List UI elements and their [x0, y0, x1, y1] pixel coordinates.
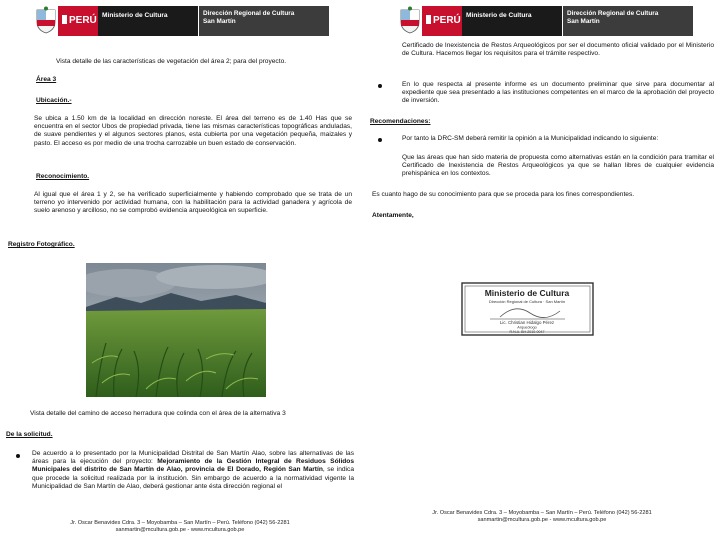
ubicacion-heading: Ubicación.- [36, 97, 72, 104]
bullet-icon [378, 138, 382, 142]
peru-brand: PERÚ [422, 6, 462, 36]
stamp-role: Arqueólogo [517, 325, 537, 330]
bullet-icon [378, 84, 382, 88]
photo-caption-area2: Vista detalle de las características de vegetación del área 2; para del proyecto. [56, 58, 287, 65]
regional-direction-label: Dirección Regional de Cultura San Martín [563, 6, 693, 36]
area3-heading: Área 3 [36, 76, 57, 83]
stamp-registration: R.N.A. BH-2010-0047 [509, 330, 545, 334]
continuation-paragraph: Certificado de Inexistencia de Restos Arqueológicos por ser el documento oficial validado por el Ministerio de Cultura. Hacemos llegar los requisitos para el trámite respectivo. [402, 42, 714, 58]
coat-of-arms-icon [398, 6, 422, 34]
field-photo [86, 263, 266, 397]
reconocimiento-heading: Reconocimiento. [36, 173, 90, 180]
page-footer: Jr. Oscar Benavides Cdra. 3 – Moyobamba – San Martín – Perú. Teléfono (042) 56-2281 sanmartin@mcultura.gob.pe - www.mcultura.gob.pe [70, 520, 290, 533]
recommendation-bullet: Por tanto la DRC-SM deberá remitir la opinión a la Municipalidad indicando lo siguiente: [402, 135, 659, 142]
solicitud-paragraph: De acuerdo a lo presentado por la Municipalidad Distrital de San Martín Alao, sobre las alternativas de las áreas para la ejecución del proyecto: Mejoramiento de la Gestión Integral de Residuos Sólidos Municipales del distrito de San Martín de Alao, provincia de El Dorado, Región San Martín, se indica que procede la solicitud realizada por la institución. Sin embargo de acuerdo a la normatividad vigente la Municipalidad de San Martín de Alao, deberá gestionar ante ésta dirección regional el [32, 450, 354, 490]
document-page-right [362, 0, 720, 540]
stamp-title: Ministerio de Cultura [484, 288, 570, 298]
stamp-subtitle: Dirección Regional de Cultura · San Martín [488, 299, 566, 304]
ministry-label: Ministerio de Cultura [98, 6, 198, 36]
peru-brand: PERÚ [58, 6, 98, 36]
recommendation-paragraph: Que las áreas que han sido materia de propuesta como alternativas están en la condición para tramitar el Certificado de Inexistencia de Restos Arqueológicos ya que se hallan libres de cualquier evidencia prehispánica en los contextos. [402, 154, 714, 178]
ubicacion-paragraph: Se ubica a 1.50 km de la localidad en dirección noreste. El área del terreno es de 1.40 Has que se encuentra en el sector Ubos de propiedad privada, tiene las mismas características topográficas anduladas, de suave pendientes y el algunos sectores planos, esta cubierta por una vegetación pequeña, maizales y pasto. El acceso es por medio de una trocha carrozable un buen estado de conservación. [34, 115, 352, 147]
closing-paragraph: Es cuanto hago de su conocimiento para que se proceda para los fines correspondientes. [372, 191, 635, 198]
atentamente-label: Atentamente, [372, 212, 414, 219]
bullet-icon [16, 454, 20, 458]
registro-fotografico-heading: Registro Fotográfico. [8, 241, 75, 248]
stamp-name: Lic. Christian Hidalgo Pérez [499, 320, 555, 325]
regional-direction-label: Dirección Regional de Cultura San Martín [199, 6, 329, 36]
photo-caption-access-road: Vista detalle del camino de acceso herradura que colinda con el área de la alternativa 3 [30, 410, 286, 417]
page-footer: Jr. Oscar Benavides Cdra. 3 – Moyobamba – San Martín – Perú. Teléfono (042) 56-2281 sanmartin@mcultura.gob.pe - www.mcultura.gob.pe [432, 510, 652, 523]
page-header [34, 6, 334, 36]
page-header [398, 6, 698, 36]
ministry-label: Ministerio de Cultura [462, 6, 562, 36]
coat-of-arms-icon [34, 6, 58, 34]
reconocimiento-paragraph: Al igual que el área 1 y 2, se ha verificado superficialmente y habiendo comprobado que se trata de un terreno yo intervenido por actividad humana, con la habilitación para la actividad ganadera y agrícola de suelo arenoso y arcilloso, no se comprobó evidencia arqueológica en superficie. [34, 191, 352, 215]
official-stamp [460, 281, 595, 337]
solicitud-heading: De la solicitud. [6, 431, 53, 438]
recomendaciones-heading: Recomendaciones: [370, 118, 431, 125]
informe-paragraph: En lo que respecta al presente informe es un documento preliminar que sirve para documentar al expediente que sea presentado a las instituciones competentes en el marco de la aprobación del proyecto de inversión. [402, 81, 714, 105]
